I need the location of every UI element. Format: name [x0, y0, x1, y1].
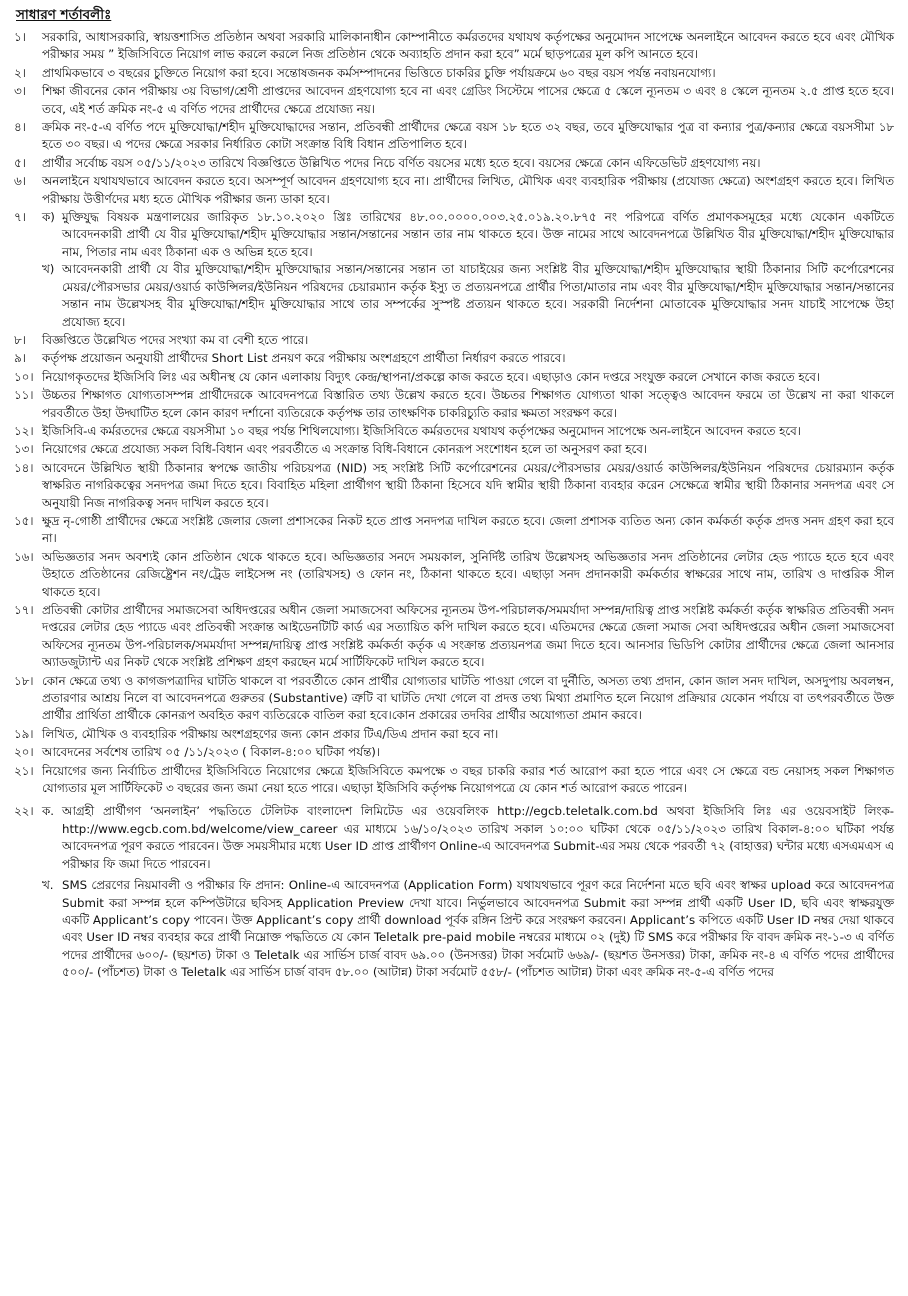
clause-text: নিয়োগের ক্ষেত্রে প্রযোজ্য সকল বিধি-বিধান এবং পরবর্তীতে এ সংক্রান্ত বিধি-বিধানে কোনরূপ সংশোধন হলে তা অনুসরণ করা হবে। [42, 442, 648, 457]
clause-number: ২০। [14, 745, 34, 760]
subclause-label: ক. [42, 804, 55, 819]
subclause-label: খ. [42, 878, 54, 893]
clause-item [14, 460, 894, 512]
clause-item [14, 744, 894, 761]
clause-item [14, 155, 894, 172]
subclause-group [42, 803, 894, 981]
clause-item [14, 350, 894, 367]
clause-item [14, 332, 894, 349]
subclause-text: মুক্তিযুদ্ধ বিষয়ক মন্ত্রণালয়ের জারিকৃত ১৮.১০.২০২০ খ্রিঃ তারিখের ৪৮.০০.০০০০.০০৩.২৫.০১৯.২০.৮৭৫ নং পরিপত্রে বর্ণিত প্রমাণকসমূহের মধ্যে যেকোন একটিতে আবেদনকারী প্রার্থী যে বীর মুক্তিযোদ্ধা/শহীদ মুক্তিযোদ্ধার সন্তান/সন্তানের সন্তান তার নাম থাকতে হবে। উক্ত নামের সাথে আবেদনপত্রে উল্লিখিত বীর মুক্তিযোদ্ধা/শহীদ মুক্তিযোদ্ধার নাম, পিতার নাম এবং ঠিকানা এক ও অভিন্ন হতে হবে। [62, 210, 894, 259]
clause-text: অভিজ্ঞতার সনদ অবশ্যই কোন প্রতিষ্ঠান থেকে থাকতে হবে। অভিজ্ঞতার সনদে সময়কাল, সুনির্দিষ্ট তারিখ উল্লেখসহ অভিজ্ঞতার সনদ প্রতিষ্ঠানের লেটার হেড প্যাডে হতে হবে এবং উহাতে প্রতিষ্ঠানের রেজিষ্ট্রেশন নং/ট্রেড লাইসেন্স নং (তারিখসহ) ও ফোন নং, ঠিকানা থাকতে হবে। এছাড়া সনদ প্রদানকারী কর্মকর্তার স্বাক্ষরের সাথে নাম, তারিখ ও দাপ্তরিক সীল থাকতে হবে। [42, 549, 894, 599]
clause-number: ৩। [14, 84, 26, 99]
clause-text: নিয়োগকৃতদের ইজিসিবি লিঃ এর অধীনস্থ যে কোন এলাকায় বিদ্যুৎ কেন্দ্র/স্থাপনা/প্রকল্পে কাজ করতে হবে। এছাড়াও কোন দপ্তরে সংযুক্ত করলে সেখানে কাজ করতে হবে। [42, 369, 821, 384]
clause-item [14, 726, 894, 743]
clause-text: ইজিসিবি-এ কর্মরতদের ক্ষেত্রে বয়সসীমা ১০ বছর পর্যন্ত শিথিলযোগ্য। ইজিসিবিতে কর্মরতদের যথাযথ কর্তৃপক্ষের অনুমোদন সাপেক্ষে অন-লাইনে আবেদন করতে হবে। [42, 423, 801, 438]
subclause-b [42, 877, 894, 981]
subclause-group [42, 209, 894, 331]
clause-text: প্রার্থীর সর্বোচ্চ বয়স ০৫/১১/২০২৩ তারিখে বিজ্ঞপ্তিতে উল্লিখিত পদের নিচে বর্ণিত বয়সের মধ্যে হতে হবে। বয়সের ক্ষেত্রে কোন এফিডেভিট গ্রহণযোগ্য নয়। [42, 155, 761, 170]
clause-text: অনলাইনে যথাযথভাবে আবেদন করতে হবে। অসম্পূর্ণ আবেদন গ্রহণযোগ্য হবে না। প্রার্থীদের লিখিত, মৌখিক এবং ব্যবহারিক পরীক্ষায় (প্রযোজ্য ক্ষেত্রে) অংশগ্রহণ করতে হবে। লিখিত পরীক্ষায় উত্তীর্ণদের মধ্য হতে মৌখিক পরীক্ষার জন্য ডাকা হবে। [42, 174, 894, 206]
clause-number: ১৪। [14, 460, 34, 475]
clause-text: উচ্চতর শিক্ষাগত যোগ্যতাসম্পন্ন প্রার্থীদেরকে আবেদনপত্রে বিস্তারিত তথ্য উল্লেখ করতে হবে। উচ্চতর শিক্ষাগত যোগ্যতা থাকা সত্ত্বেও আবেদন ফরমে তা উল্লেখ না করা থাকলে পরবর্তীতে উহা উদ্ঘাটিত হলে কোন কারণ দর্শানো ব্যতিরেকে কর্তৃপক্ষ তার তাৎক্ষণিক চাকরিচ্যুতি করার ক্ষমতা সংরক্ষণ করে। [42, 388, 894, 420]
clause-item [14, 387, 894, 422]
clause-text: ক্রমিক নং-৫-এ বর্ণিত পদে মুক্তিযোদ্ধা/শহীদ মুক্তিযোদ্ধাদের সন্তান, প্রতিবন্ধী প্রার্থীদের ক্ষেত্রে বয়স ১৮ হতে ৩২ বছর, তবে মুক্তিযোদ্ধার পুত্র বা কন্যার পুত্র/কন্যার ক্ষেত্রে বয়সসীমা ১৮ হতে ৩০ বছর। এ পদের ক্ষেত্রে সরকার নির্ধারিত কোটা সংক্রান্ত বিধি বিধান প্রতিপালিত হবে। [42, 120, 894, 152]
clause-number: ১। [14, 30, 26, 44]
subclause-a [42, 209, 894, 261]
clause-text: আবেদনে উল্লিখিত স্থায়ী ঠিকানার স্বপক্ষে জাতীয় পরিচয়পত্র (NID) সহ সংশ্লিষ্ট সিটি কর্পোরেশনের মেয়র/পৌরসভার মেয়র/ওয়ার্ড কাউন্সিলর/ইউনিয়ন পরিষদের চেয়ারম্যান কর্তৃক স্বাক্ষরিত নাগরিকত্বের সনদপত্র জমা দিতে হবে। বিবাহিত মহিলা প্রার্থীগণ স্থায়ী ঠিকানা হিসেবে যদি স্বামীর স্থায়ী ঠিকানা ব্যবহার করেন সেক্ষেত্রে স্বামীর স্থায়ী ঠিকানার সনদপত্র এবং সে অনুযায়ী নিজ নাগরিকত্ব সনদ দাখিল করতে হবে। [42, 460, 894, 510]
clause-text: নিয়োগের জন্য নির্বাচিত প্রার্থীদের ইজিসিবিতে নিয়োগের ক্ষেত্রে ইজিসিবিতে কমপক্ষে ৩ বছর চাকরি করার শর্ত আরোপ করা হতে পারে এবং সে ক্ষেত্রে বন্ড নেয়াসহ সকল শিক্ষাগত যোগ্যতার মূল সার্টিফিকেট ৩ বছরের জন্য জমা নেয়া হতে পারে। এছাড়া ইজিসিবি কর্তৃপক্ষ নিয়োগপত্রে যে কোন শর্ত আরোপ করতে পারেন। [42, 763, 894, 796]
clause-text: কর্তৃপক্ষ প্রয়োজন অনুযায়ী প্রার্থীদের Short List প্রনয়ণ করে পরীক্ষায় অংশগ্রহণে প্রার্থীতা নির্ধারণ করতে পারবে। [42, 351, 566, 366]
subclause-label: খ) [42, 262, 55, 277]
clause-number: ১০। [14, 369, 34, 384]
clause-text: লিখিত, মৌখিক ও ব্যবহারিক পরীক্ষায় অংশগ্রহণের জন্য কোন প্রকার টিএ/ডিএ প্রদান করা হবে না। [42, 726, 499, 741]
clause-item [14, 83, 894, 118]
clause-text: বিজ্ঞপ্তিতে উল্লেখিত পদের সংখ্যা কম বা বেশী হতে পারে। [42, 332, 309, 347]
clause-item [14, 29, 894, 64]
clause-number: ১৩। [14, 442, 34, 457]
clause-number: ২২। [14, 804, 34, 819]
subclause-b [42, 261, 894, 331]
clause-number: ১৭। [14, 603, 34, 617]
clause-number: ১১। [14, 388, 34, 403]
clause-number: ৫। [14, 155, 26, 170]
clause-item [14, 119, 894, 154]
clause-item [14, 763, 894, 798]
clause-item [14, 602, 894, 672]
clause-text: প্রতিবন্ধী কোটার প্রার্থীদের সমাজসেবা অধিদপ্তরের অধীন জেলা সমাজসেবা অফিসের ন্যূনতম উপ-পরিচালক/সমমর্যাদা সম্পন্ন/দায়িত্ব প্রাপ্ত সংশ্লিষ্ট কর্মকর্তা কর্তৃক স্বাক্ষরিত প্রতিবন্ধী সনদ দপ্তরের লেটার হেড প্যাডে এবং প্রতিবন্ধী সংক্রান্ত আইডেনটিটি কার্ড এর সত্যায়িত কপি দাখিল করতে হবে। এতিমদের ক্ষেত্রে জেলা সমাজ সেবা অধিদপ্তরের অধীন জেলা সমাজসেবা অফিসের ন্যূনতম উপ-পরিচালক/সমমর্যাদা সম্পন্ন/দায়িত্ব প্রাপ্ত সংশ্লিষ্ট কর্মকর্তা কর্তৃক এ সংক্রান্ত প্রত্যয়নপত্র জমা দিতে হবে। আনসার ভিডিপি কোটার প্রার্থীদের ক্ষেত্রে জেলা আনসার অ্যাডজুট্যান্ট এর নিকট থেকে সংশ্লিষ্ট প্রশিক্ষণ গ্রহণ করছেন মর্মে সার্টিফিকেট দাখিল করতে হবে। [42, 603, 894, 670]
subclause-a [42, 803, 894, 873]
clause-item [14, 441, 894, 458]
clause-number: ১৯। [14, 726, 34, 741]
subclause-text: SMS প্রেরণের নিয়মাবলী ও পরীক্ষার ফি প্রদান: Online-এ আবেদনপত্র (Application Form) যথাযথভাবে পূরণ করে নির্দেশনা মতে ছবি এবং স্বাক্ষর upload করে আবেদনপত্র Submit করা সম্পন্ন হলে কম্পিউটারে ছবিসহ Application Preview দেখা যাবে। নির্ভুলভাবে আবেদনপত্র Submit করা সম্পন্ন প্রার্থী একটি User ID, ছবি এবং স্বাক্ষরযুক্ত একটি Applicant’s copy পাবেন। উক্ত Applicant’s copy প্রার্থী download পূর্বক রঙ্গিন প্রিন্ট করে সংরক্ষণ করবেন। Applicant’s কপিতে একটি User ID নম্বর দেয়া থাকবে এবং User ID নম্বর ব্যবহার করে প্রার্থী নিম্নোক্ত পদ্ধতিতে যে কোন Teletalk pre-paid mobile নম্বরের মাধ্যমে ০২ (দুই) টি SMS করে পরীক্ষার ফি বাবদ ক্রমিক নং-১-৩ এ বর্ণিত পদের প্রার্থীদের ৬০০/- (ছয়শত) টাকা ও Teletalk এর সার্ভিস চার্জ বাবদ ৬৯.০০ (উনসত্তর) টাকা সর্বমোট ৬৬৯/- (ছয়শত উনসত্তর) টাকা, ক্রমিক নং-৪ এ বর্ণিত পদের প্রার্থীদের ৫০০/- (পাঁচশত) টাকা ও Teletalk এর সার্ভিস চার্জ বাবদ ৫৮.০০ (আটান্ন) টাকা সর্বমোট ৫৫৮/- (পাঁচশত আটান্ন) টাকা এবং ক্রমিক নং-৫-এ বর্ণিত পদের [62, 878, 894, 980]
clause-number: ১৮। [14, 673, 34, 688]
clause-text: ক্ষুদ্র নৃ-গোষ্ঠী প্রার্থীদের ক্ষেত্রে সংশ্লিষ্ট জেলার জেলা প্রশাসকের নিকট হতে প্রাপ্ত সনদপত্র দাখিল করতে হবে। জেলা প্রশাসক ব্যতিত অন্য কোন কর্মকর্তা কর্তৃক প্রদত্ত সনদ গ্রহণ করা হবে না। [42, 513, 894, 546]
clause-number: ১২। [14, 423, 34, 438]
clause-item-7 [14, 209, 894, 331]
clause-number: ২১। [14, 763, 34, 778]
clause-item [14, 65, 894, 82]
clause-text: শিক্ষা জীবনের কোন পরীক্ষায় ৩য় বিভাগ/শ্রেণী প্রাপ্তদের আবেদন গ্রহণযোগ্য হবে না এবং গ্রেডিং সিস্টেমে পাসের ক্ষেত্রে ৫ স্কেলে ন্যূনতম ৩ এবং ৪ স্কেলে ন্যূনতম ২.৫ প্রাপ্ত হতে হবে। তবে, এই শর্ত ক্রমিক নং-৫ এ বর্ণিত পদের প্রার্থীদের ক্ষেত্রে প্রযোজ্য নয়। [42, 84, 894, 116]
subclause-label: ক) [42, 210, 55, 225]
clause-item [14, 423, 894, 440]
clause-text: প্রাথমিকভাবে ৩ বছরের চুক্তিতে নিয়োগ করা হবে। সন্তোষজনক কর্মসম্পাদনের ভিত্তিতে চাকরির চুক্তি পর্যায়ক্রমে ৬০ বছর বয়স পর্যন্ত নবায়নযোগ্য। [42, 65, 716, 80]
clause-number: ৭। [14, 210, 26, 225]
clause-item [14, 369, 894, 386]
clause-number: ১৫। [14, 513, 34, 528]
subclause-text: আগ্রহী প্রার্থীগণ ‘অনলাইন’ পদ্ধতিতে টেলিটক বাংলাদেশ লিমিটেড এর ওয়েবলিংক http://egcb.teletalk.com.bd অথবা ইজিসিবি লিঃ এর ওয়েবসাইট লিংক-http://www.egcb.com.bd/welcome/view_career এর মাধ্যমে ১৬/১০/২০২৩ তারিখ সকাল ১০:০০ ঘটিকা থেকে ০৫/১১/২০২৩ তারিখ বিকাল-৪:০০ ঘটিকা পর্যন্ত আবেদনপত্র পূরণ করতে পারবেন। উক্ত সময়সীমার মধ্যে User ID প্রাপ্ত প্রার্থীগণ Online-এ আবেদনপত্র Submit-এর সময় থেকে পরবর্তী ৭২ (বাহাত্তর) ঘন্টার মধ্যে এসএমএস এ পরীক্ষার ফি জমা দিতে পারবেন। [62, 804, 894, 871]
clause-number: ১৬। [14, 549, 34, 564]
subclause-text: আবেদনকারী প্রার্থী যে বীর মুক্তিযোদ্ধা/শহীদ মুক্তিযোদ্ধার সন্তান/সন্তানের সন্তান তা যাচাইয়ের জন্য সংশ্লিষ্ট বীর মুক্তিযোদ্ধা/শহীদ মুক্তিযোদ্ধার স্থায়ী ঠিকানার সিটি কর্পোরেশনের মেয়র/পৌরসভার মেয়র/ওয়ার্ড কাউন্সিলর/ইউনিয়ন পরিষদের চেয়ারম্যান কর্তৃক ইস্যু ত প্রত্যয়নপত্রে প্রার্থীর পিতা/মাতার নাম এবং বীর মুক্তিযোদ্ধা/শহীদ মুক্তিযোদ্ধার সন্তান/সন্তানের সন্তান নাম উল্লেখসহ বীর মুক্তিযোদ্ধা/শহীদ মুক্তিযোদ্ধার সাথে তার সম্পর্কের সুস্পষ্ট প্রত্যয়ন থাকতে হবে। সরকারী নির্দেশনা মোতাবেক মুক্তিযোদ্ধার সনদ যাচাই সাপেক্ষে উহা প্রযোজ্য হবে। [62, 262, 894, 329]
clause-number: ৯। [14, 351, 26, 366]
clause-item [14, 173, 894, 208]
clause-item [14, 673, 894, 725]
clause-item-22 [14, 803, 894, 981]
clause-text: আবেদনের সর্বশেষ তারিখ ০৫ /১১/২০২৩ ( বিকাল-৪:০০ ঘটিকা পর্যন্ত)। [42, 745, 381, 760]
clause-number: ৮। [14, 332, 26, 347]
clause-number: ২। [14, 65, 26, 80]
clause-text: সরকারি, আধাসরকারি, স্বায়ত্তশাসিত প্রতিষ্ঠান অথবা সরকারি মালিকানাধীন কোম্পানীতে কর্মরতদের যথাযথ কর্তৃপক্ষের অনুমোদন সাপেক্ষে অনলাইনে আবেদন করতে হবে এবং মৌখিক পরীক্ষার সময় ” ইজিসিবিতে নিয়োগ লাভ করলে করলে নিজ প্রতিষ্ঠান থেকে অব্যাহতি প্রদান করা হবে” মর্মে ছাড়পত্রের মূল কপি আনতে হবে। [42, 30, 894, 62]
clause-text: কোন ক্ষেত্রে তথ্য ও কাগজপত্রাদির ঘাটতি থাকলে বা পরবর্তীতে কোন প্রার্থীর যোগ্যতার ঘাটতি পাওয়া গেলে বা দুর্নীতি, অসত্য তথ্য প্রদান, কোন জাল সনদ দাখিল, অসদুপায় অবলম্বন, প্রতারণার আশ্রয় নিলে বা আবেদনপত্রে গুরুতর (Substantive) ত্রুটি বা ঘাটতি দেখা গেলে বা প্রদত্ত তথ্য মিথ্যা প্রমাণিত হলে নিয়োগ প্রক্রিয়ার যেকোন পর্যায়ে বা তৎপরবর্তীতে উক্ত প্রার্থীর প্রার্থিতা প্রার্থীকে কোনরূপ অবহিত করণ ব্যতিরেকে বাতিল করা হবে।কোন প্রকারের তদবির প্রার্থীর অযোগ্যতা প্রমান করবে। [42, 673, 894, 723]
clause-item [14, 513, 894, 548]
clause-item [14, 549, 894, 601]
section-heading: সাধারণ শর্তাবলীঃ [16, 7, 112, 23]
clause-number: ৪। [14, 120, 26, 135]
clauses-list [14, 29, 894, 208]
clause-number: ৬। [14, 174, 26, 189]
clauses-list [14, 332, 894, 798]
